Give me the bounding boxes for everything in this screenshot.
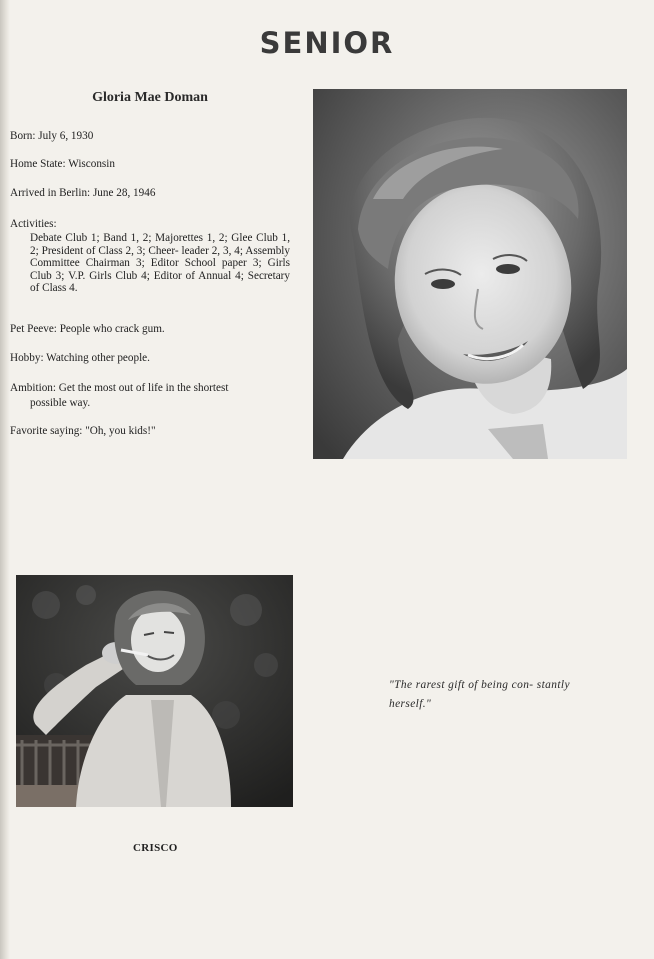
hobby-line: Hobby: Watching other people. [10, 352, 150, 364]
student-name: Gloria Mae Doman [92, 90, 208, 105]
ambition-line: Ambition: Get the most out of life in the shortest [10, 382, 229, 394]
home-state-line: Home State: Wisconsin [10, 158, 115, 170]
candid-photo [16, 575, 293, 807]
ambition-line-continued: possible way. [30, 397, 91, 409]
born-line: Born: July 6, 1930 [10, 130, 94, 142]
page-title: SENIOR [259, 26, 395, 60]
arrived-line: Arrived in Berlin: June 28, 1946 [10, 187, 156, 199]
nickname-caption: CRISCO [133, 842, 178, 854]
activities-list: Debate Club 1; Band 1, 2; Majorettes 1, 2; Glee Club 1, 2; President of Class 2, 3; Cheer- leader 2, 3, 4; Assembly Committee Chairman 3; Editor School paper 3; Girls Club 3; V.P. Girls Club 4; Editor of Annual 4; Secretary of Class 4. [30, 232, 290, 295]
portrait-photo [313, 89, 627, 459]
favorite-saying-line: Favorite saying: "Oh, you kids!" [10, 425, 156, 437]
quote-text: "The rarest gift of being con- stantly herself." [389, 679, 570, 710]
activities-label: Activities: [10, 218, 57, 230]
page-binding-shadow [0, 0, 10, 959]
pet-peeve-line: Pet Peeve: People who crack gum. [10, 323, 165, 335]
